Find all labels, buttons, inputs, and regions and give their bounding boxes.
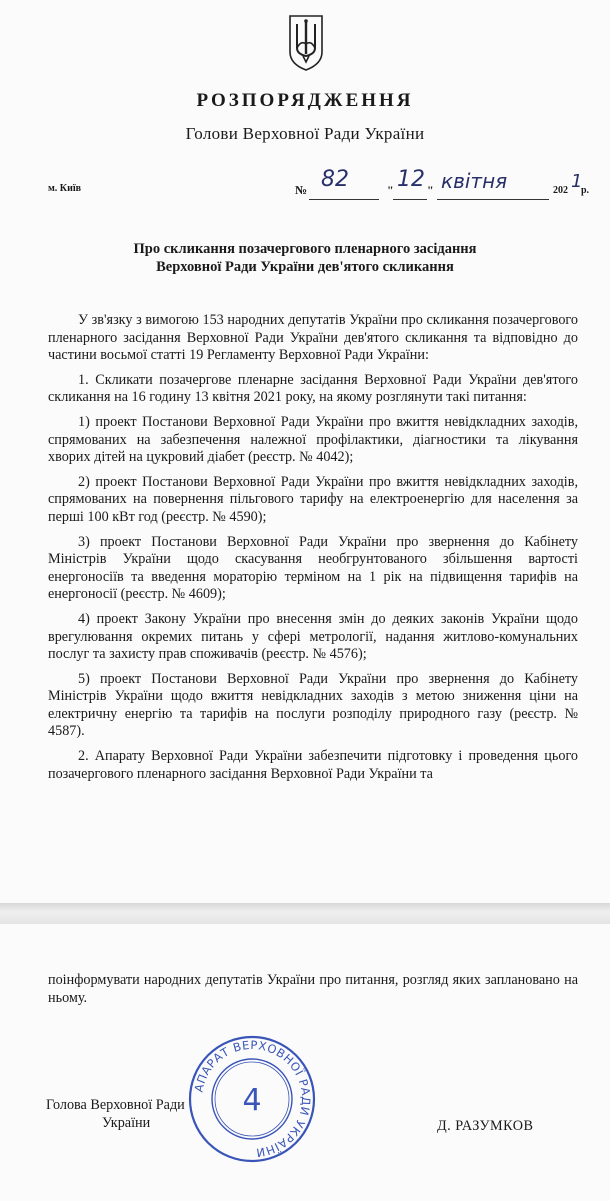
paragraph-subitem-4: 4) проект Закону України про внесення змін до деяких законів України щодо врегулювання окремих питань у сфері метрології, надання житлово-комунальних послуг та захисту прав споживачів (реєстр. № 4576); [48, 610, 578, 663]
seal-center-number: 4 [242, 1083, 262, 1118]
document-body [48, 312, 578, 790]
trident-emblem-icon [286, 14, 326, 72]
signatory-name: Д. РАЗУМКОВ [437, 1118, 534, 1134]
official-seal [187, 1034, 317, 1164]
document-heading [0, 240, 610, 276]
document-subtitle: Голови Верховної Ради України [185, 124, 425, 143]
handwritten-year-digit: 1 [571, 171, 583, 192]
handwritten-day: 12 [397, 167, 425, 192]
year-suffix: р. [581, 185, 590, 196]
signature-position [46, 1096, 185, 1132]
month-underline [437, 199, 549, 200]
day-underline [393, 199, 427, 200]
heading-line-1: Про скликання позачергового пленарного засідання [133, 241, 477, 257]
heading-line-2: Верховної Ради України дев'ятого скликання [156, 259, 454, 275]
continuation-text [48, 972, 578, 1007]
document-title: РОЗПОРЯДЖЕННЯ [196, 90, 414, 111]
city-label: м. Київ [48, 183, 82, 194]
paragraph-subitem-1: 1) проект Постанови Верховної Ради України про вжиття невідкладних заходів, спрямованих на забезпечення належної профілактики, діагностики та лікування хворих дітей на цукровий діабет (реєстр. № 4042); [48, 413, 578, 466]
document-number-date [295, 167, 595, 201]
paragraph-subitem-3: 3) проект Постанови Верховної Ради України про звернення до Кабінету Міністрів України щодо скасування необгрунтованого збільшення вартості енергоносіїв та введення мораторію терміном на 1 рік на підвищення тарифів на енергоносії (реєстр. № 4609); [48, 533, 578, 603]
number-label: № [295, 183, 308, 197]
paragraph-item-1: 1. Скликати позачергове пленарне засідання Верховної Ради України дев'ятого скликання на 16 годину 13 квітня 2021 року, на якому розглянути такі питання: [48, 371, 578, 406]
handwritten-month: квітня [441, 169, 508, 193]
paragraph-subitem-2: 2) проект Постанови Верховної Ради України про вжиття невідкладних заходів, спрямованих на повернення пільгового тарифу на електроенергію для населення за перші 100 кВт год (реєстр. № 4590); [48, 473, 578, 525]
handwritten-number: 82 [321, 167, 349, 192]
paragraph-continuation: поінформувати народних депутатів України про питання, розгляд яких заплановано на ньому. [48, 972, 578, 1006]
number-underline [309, 199, 379, 200]
quote-open: " [387, 183, 394, 197]
paragraph-item-2: 2. Апарату Верховної Ради України забезпечити підготовку і проведення цього позачергового пленарного засідання Верховної Ради України та [48, 748, 578, 782]
year-prefix: 202 [553, 185, 568, 196]
position-line-2: України [102, 1115, 151, 1131]
quote-close: " [427, 183, 434, 197]
paragraph-subitem-5: 5) проект Постанови Верховної Ради України про звернення до Кабінету Міністрів України щодо вжиття невідкладних заходів з метою зниження ціни на електричну енергію та тарифів на послуги розподілу природного газу (реєстр. № 4587). [48, 670, 578, 740]
position-line-1: Голова Верховної Ради [46, 1097, 185, 1113]
paragraph-intro: У зв'язку з вимогою 153 народних депутатів України про скликання позачергового пленарного засідання Верховної Ради України дев'ятого скликання та відповідно до частини восьмої статті 19 Регламенту Верховної Ради України: [48, 312, 578, 364]
page-separator [0, 903, 610, 924]
seal-ring-text: АПАРАТ ВЕРХОВНОЇ РАДИ УКРАЇНИ [191, 1037, 314, 1160]
